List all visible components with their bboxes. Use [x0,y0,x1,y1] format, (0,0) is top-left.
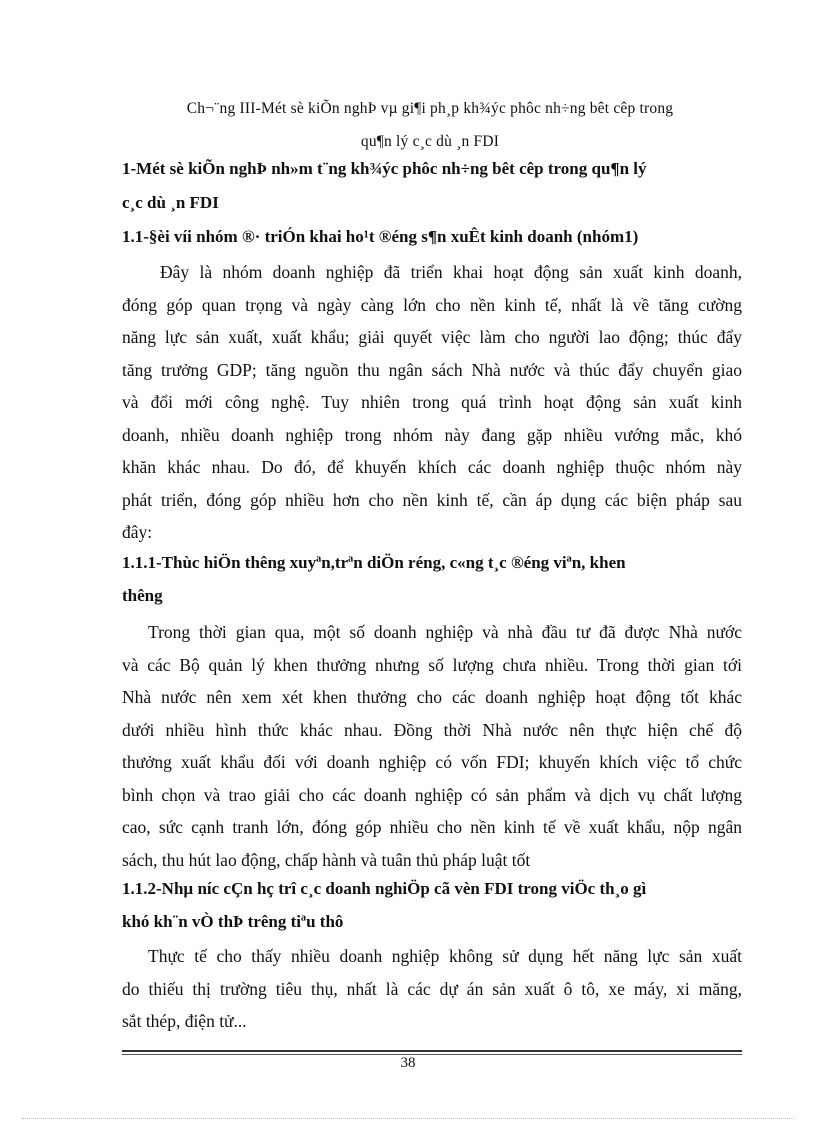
paragraph-1-line: và đổi mới công nghệ. Tuy nhiên trong quá trình hoạt động sản xuất kinh [122,392,742,412]
paragraph-1-line: Đây là nhóm doanh nghiệp đã triển khai hoạt động sản xuất kinh doanh, [160,262,742,282]
paragraph-1-line: doanh, nhiều doanh nghiệp trong nhóm này đang gặp nhiều vướng mắc, khó [122,424,742,445]
paragraph-1-line: năng lực sản xuất, xuất khẩu; giải quyết việc làm cho người lao động; thúc đẩy [122,327,742,347]
heading-1-1-2-line-2: khó kh¨n vÒ thÞ trêng tiªu thô [122,912,344,931]
paragraph-2-line: dưới nhiều hình thức khác nhau. Đồng thời Nhà nước nên thực hiện chế độ [122,719,742,740]
paragraph-1-line: tăng trưởng GDP; tăng nguồn thu ngân sách Nhà nước và thúc đẩy chuyển giao [122,359,742,380]
heading-1-1: 1.1-§èi víi nhóm ®· triÓn khai ho¹t ®éng s¶n xuÊt kinh doanh (nhóm1) [122,227,639,246]
paragraph-2-line: Nhà nước nên xem xét khen thưởng cho các doanh nghiệp hoạt động tốt khác [122,687,742,707]
heading-1-line-2: c¸c dù ¸n FDI [122,193,219,212]
paragraph-1-line: đây: [122,522,153,542]
paragraph-1 [122,256,742,549]
paragraph-3-line: sắt thép, điện tử... [122,1011,247,1031]
chapter-title [115,92,745,158]
page-number: 38 [400,1055,416,1071]
paragraph-2-line: và các Bộ quản lý khen thưởng nhưng số lượng chưa nhiều. Trong thời gian tới [122,654,742,675]
paragraph-2-line: sách, thu hút lao động, chấp hành và tuân thủ pháp luật tốt [122,849,531,870]
chapter-title-line-2: qu¶n lý c¸c dù ¸n FDI [360,133,500,150]
paragraph-2 [122,616,742,876]
paragraph-3-line: do thiếu thị trường tiêu thụ, nhất là các dự án sản xuất ô tô, xe máy, xi măng, [122,978,742,999]
page-bottom-dotted-border [22,1118,794,1119]
paragraph-1-line: khăn khác nhau. Do đó, để khuyến khích các doanh nghiệp thuộc nhóm này [122,457,742,477]
heading-1-1-1-line-1: 1.1.1-Thùc hiÖn thêng xuyªn,trªn diÖn réng, c«ng t¸c ®éng viªn, khen [122,553,626,572]
heading-1-line-1: 1-Mét sè kiÕn nghÞ nh»m t¨ng kh¾ýc phôc nh÷ng bêt cêp trong qu¶n lý [122,159,647,178]
paragraph-2-line: thưởng xuất khẩu đối với doanh nghiệp có vốn FDI; khuyến khích việc tổ chức [122,752,742,772]
paragraph-3 [122,940,742,1038]
heading-1-1-1-line-2: thêng [122,586,163,605]
paragraph-3-line: Thực tế cho thấy nhiều doanh nghiệp không sử dụng hết năng lực sản xuất [148,946,742,966]
heading-1-1-2-line-1: 1.1.2-Nhµ níc cÇn hç trî c¸c doanh nghiÖp cã vèn FDI trong viÖc th¸o gì [122,879,647,898]
paragraph-2-line: cao, sức cạnh tranh lớn, đóng góp nhiều cho nền kinh tế về xuất khẩu, nộp ngân [122,817,742,837]
chapter-title-line-1: Ch¬¨ng III-Mét sè kiÕn nghÞ vµ gi¶i ph¸p kh¾ýc phôc nh÷ng bêt cêp trong [186,100,674,117]
footer-rule-thick [122,1050,742,1052]
paragraph-2-line: bình chọn và trao giải cho các doanh nghiệp có sản phẩm và dịch vụ chất lượng [122,784,742,805]
paragraph-1-line: đóng góp quan trọng và ngày càng lớn cho nền kinh tế, nhất là về tăng cường [122,294,742,315]
paragraph-2-line: Trong thời gian qua, một số doanh nghiệp và nhà đầu tư đã được Nhà nước [148,622,742,642]
paragraph-1-line: phát triển, đóng góp nhiều hơn cho nền kinh tế, cần áp dụng các biện pháp sau [122,489,742,510]
